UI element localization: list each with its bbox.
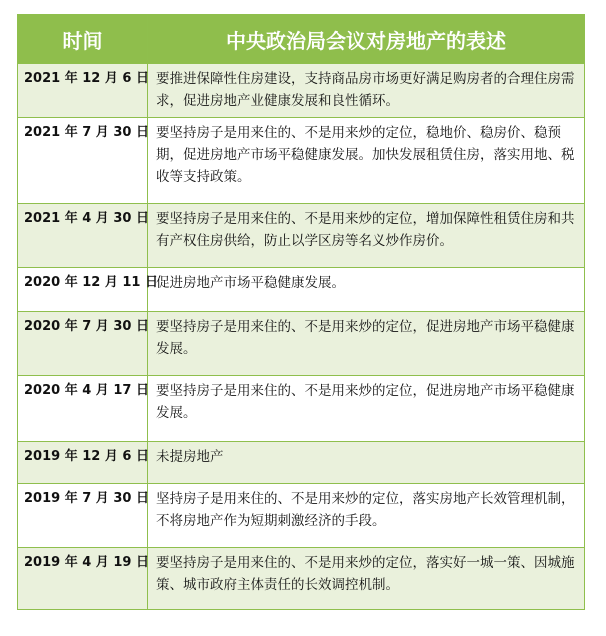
table-row bbox=[18, 548, 585, 610]
row-statement: 坚持房子是用来住的、不是用来炒的定位，落实房地产长效管理机制，不将房地产作为短期刺激经济的手段。 bbox=[148, 484, 585, 548]
row-statement: 要坚持房子是用来住的、不是用来炒的定位，促进房地产市场平稳健康发展。 bbox=[148, 376, 585, 442]
table-row bbox=[18, 484, 585, 548]
table-row bbox=[18, 376, 585, 442]
row-date: 2019 年 4 月 19 日 bbox=[18, 548, 148, 610]
row-statement: 要推进保障性住房建设，支持商品房市场更好满足购房者的合理住房需求，促进房地产业健康发展和良性循环。 bbox=[148, 64, 585, 118]
row-statement: 促进房地产市场平稳健康发展。 bbox=[148, 268, 585, 312]
row-date: 2021 年 4 月 30 日 bbox=[18, 204, 148, 268]
table-row bbox=[18, 268, 585, 312]
header-statement: 中央政治局会议对房地产的表述 bbox=[148, 15, 585, 64]
row-statement: 未提房地产 bbox=[148, 442, 585, 484]
policy-table bbox=[17, 14, 585, 610]
row-date: 2021 年 12 月 6 日 bbox=[18, 64, 148, 118]
table-row bbox=[18, 204, 585, 268]
table-row bbox=[18, 312, 585, 376]
table-row bbox=[18, 64, 585, 118]
row-statement: 要坚持房子是用来住的、不是用来炒的定位，增加保障性租赁住房和共有产权住房供给，防止以学区房等名义炒作房价。 bbox=[148, 204, 585, 268]
row-date: 2020 年 4 月 17 日 bbox=[18, 376, 148, 442]
table-header-row bbox=[18, 15, 585, 64]
row-date: 2021 年 7 月 30 日 bbox=[18, 118, 148, 204]
row-statement: 要坚持房子是用来住的、不是用来炒的定位，稳地价、稳房价、稳预期，促进房地产市场平稳健康发展。加快发展租赁住房，落实用地、税收等支持政策。 bbox=[148, 118, 585, 204]
header-time: 时间 bbox=[18, 15, 148, 64]
table-row bbox=[18, 442, 585, 484]
row-date: 2020 年 12 月 11 日 bbox=[18, 268, 148, 312]
row-date: 2020 年 7 月 30 日 bbox=[18, 312, 148, 376]
row-statement: 要坚持房子是用来住的、不是用来炒的定位，促进房地产市场平稳健康发展。 bbox=[148, 312, 585, 376]
row-date: 2019 年 7 月 30 日 bbox=[18, 484, 148, 548]
table-row bbox=[18, 118, 585, 204]
row-statement: 要坚持房子是用来住的、不是用来炒的定位，落实好一城一策、因城施策、城市政府主体责任的长效调控机制。 bbox=[148, 548, 585, 610]
row-date: 2019 年 12 月 6 日 bbox=[18, 442, 148, 484]
